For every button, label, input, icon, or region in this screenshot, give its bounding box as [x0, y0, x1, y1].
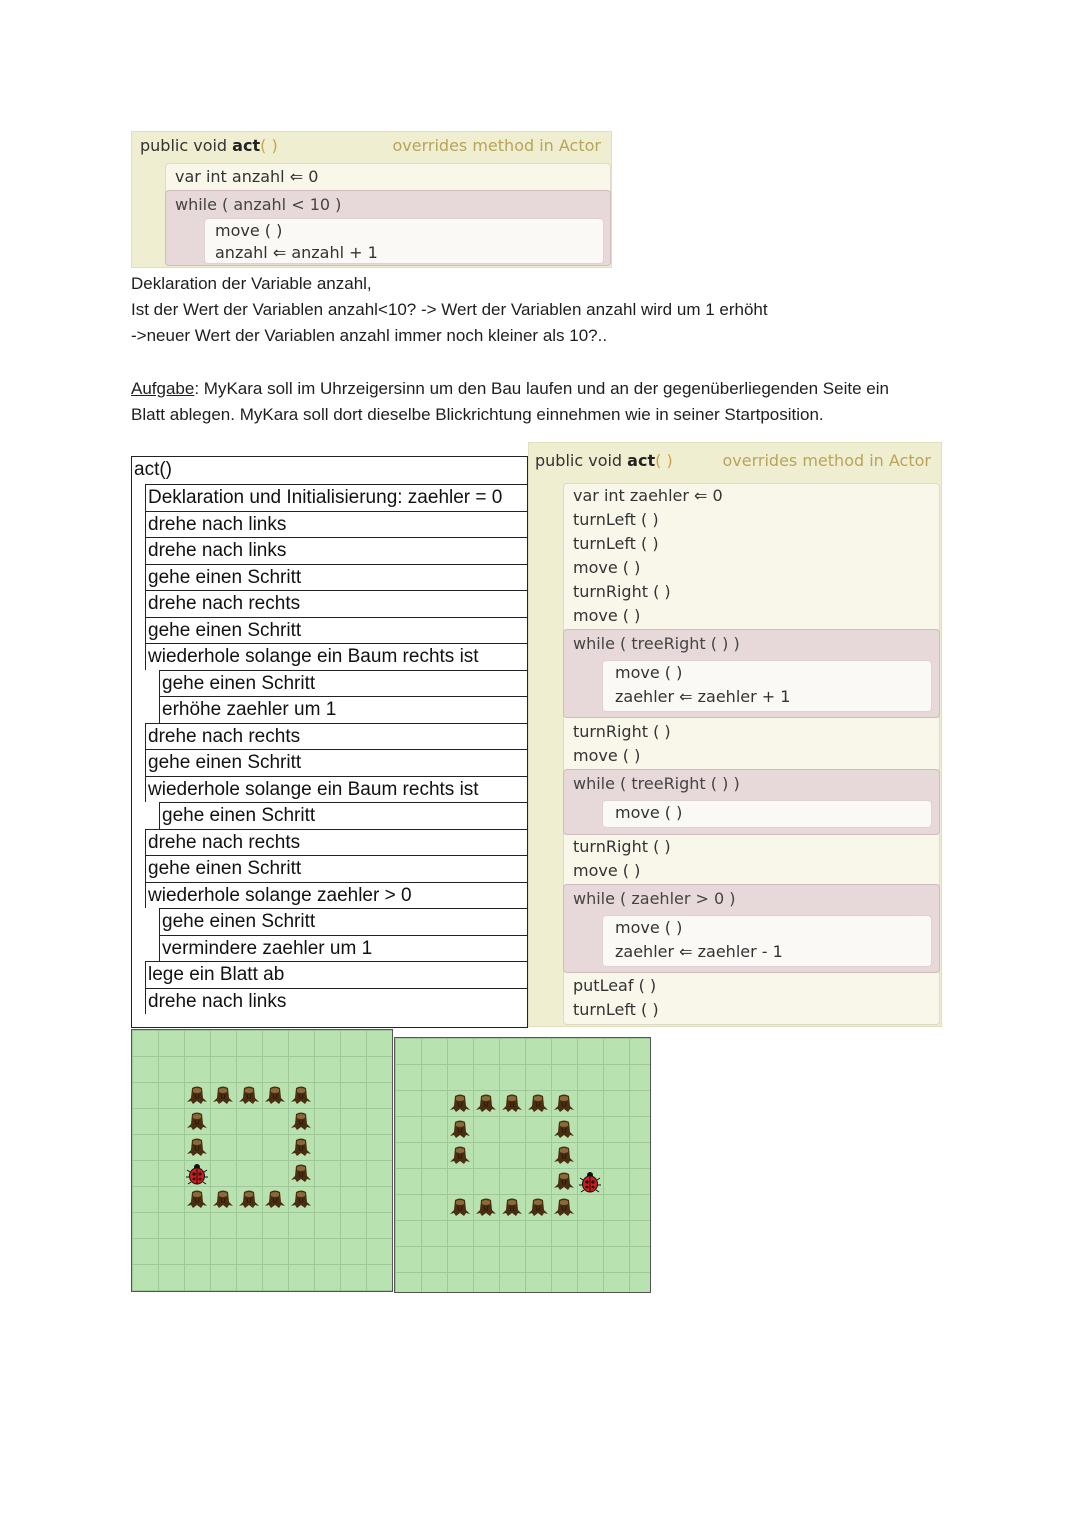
- tree-stump-icon: [527, 1197, 549, 1217]
- code-line[interactable]: move ( ): [615, 918, 683, 937]
- structogram-row: wiederhole solange ein Baum rechts ist: [145, 776, 528, 803]
- tree-stump-icon: [264, 1189, 286, 1209]
- tree-stump-icon: [553, 1171, 575, 1191]
- structogram-row: drehe nach rechts: [145, 723, 528, 750]
- structogram-row: gehe einen Schritt: [145, 564, 528, 591]
- tree-stump-icon: [186, 1085, 208, 1105]
- structogram-row: vermindere zaehler um 1: [159, 935, 528, 962]
- task-line-2: Blatt ablegen. MyKara soll dort dieselbe Blickrichtung einnehmen wie in seiner Startposition.: [131, 405, 824, 424]
- code-line[interactable]: turnRight ( ): [573, 837, 671, 856]
- task-label: Aufgabe: [131, 379, 195, 398]
- explanation-line-1: Deklaration der Variable anzahl,: [131, 274, 372, 293]
- structogram-row: Deklaration und Initialisierung: zaehler = 0: [145, 484, 528, 511]
- tree-stump-icon: [264, 1085, 286, 1105]
- overrides-label: overrides method in Actor: [722, 451, 931, 470]
- main-code-frame: [528, 442, 942, 1027]
- explanation-line-2: Ist der Wert der Variablen anzahl<10? -> Wert der Variablen anzahl wird um 1 erhöht: [131, 300, 768, 319]
- structogram-row: drehe nach rechts: [145, 590, 528, 617]
- code-line[interactable]: turnRight ( ): [573, 582, 671, 601]
- method-body: [563, 483, 940, 1025]
- structogram-row: wiederhole solange ein Baum rechts ist: [145, 643, 528, 670]
- structogram-row: drehe nach links: [145, 988, 528, 1015]
- tree-stump-icon: [501, 1093, 523, 1113]
- structogram-row: gehe einen Schritt: [159, 802, 528, 829]
- code-line[interactable]: turnRight ( ): [573, 722, 671, 741]
- code-line[interactable]: zaehler ⇐ zaehler - 1: [615, 942, 783, 961]
- tree-stump-icon: [475, 1093, 497, 1113]
- tree-stump-icon: [290, 1189, 312, 1209]
- tree-stump-icon: [212, 1085, 234, 1105]
- while-body: [602, 660, 932, 712]
- tree-stump-icon: [238, 1189, 260, 1209]
- tree-stump-icon: [212, 1189, 234, 1209]
- code-line[interactable]: var int zaehler ⇐ 0: [573, 486, 723, 505]
- code-line[interactable]: putLeaf ( ): [573, 976, 657, 995]
- top-code-frame: [131, 131, 612, 268]
- while-body: [602, 800, 932, 828]
- tree-stump-icon: [290, 1163, 312, 1183]
- tree-stump-icon: [238, 1085, 260, 1105]
- kara-world-end: [394, 1037, 651, 1293]
- tree-stump-icon: [449, 1145, 471, 1165]
- tree-stump-icon: [186, 1137, 208, 1157]
- structogram-row: drehe nach links: [145, 511, 528, 538]
- structogram-row: drehe nach rechts: [145, 829, 528, 856]
- method-signature: public void act( ): [535, 451, 673, 470]
- while-head[interactable]: while ( anzahl < 10 ): [175, 195, 342, 214]
- structogram: [131, 456, 528, 1028]
- explanation-line-3: ->neuer Wert der Variablen anzahl immer noch kleiner als 10?..: [131, 326, 608, 345]
- code-line[interactable]: move ( ): [215, 221, 283, 240]
- tree-stump-icon: [449, 1197, 471, 1217]
- tree-stump-icon: [553, 1145, 575, 1165]
- code-line[interactable]: move ( ): [573, 861, 641, 880]
- while-loop-tree-right-2[interactable]: [563, 769, 940, 835]
- tree-stump-icon: [290, 1111, 312, 1131]
- method-signature: public void act( ): [140, 136, 278, 155]
- while-body: [602, 915, 932, 967]
- kara-world-start: [131, 1029, 393, 1292]
- while-body: [204, 218, 604, 264]
- code-line[interactable]: move ( ): [615, 803, 683, 822]
- tree-stump-icon: [475, 1197, 497, 1217]
- overrides-label: overrides method in Actor: [392, 136, 601, 155]
- tree-stump-icon: [527, 1093, 549, 1113]
- tree-stump-icon: [449, 1119, 471, 1139]
- code-line[interactable]: move ( ): [573, 746, 641, 765]
- structogram-row: lege ein Blatt ab: [145, 961, 528, 988]
- code-line[interactable]: turnLeft ( ): [573, 534, 659, 553]
- tree-stump-icon: [553, 1197, 575, 1217]
- structogram-row: gehe einen Schritt: [159, 670, 528, 697]
- tree-stump-icon: [290, 1085, 312, 1105]
- code-line[interactable]: anzahl ⇐ anzahl + 1: [215, 243, 378, 262]
- tree-stump-icon: [553, 1093, 575, 1113]
- while-head[interactable]: while ( treeRight ( ) ): [573, 774, 740, 793]
- task-line-1: Aufgabe: MyKara soll im Uhrzeigersinn um den Bau laufen und an der gegenüberliegenden Seite ein: [131, 379, 889, 398]
- code-line[interactable]: zaehler ⇐ zaehler + 1: [615, 687, 791, 706]
- while-loop-zaehler[interactable]: [563, 884, 940, 973]
- structogram-title: act(): [134, 459, 172, 480]
- tree-stump-icon: [186, 1189, 208, 1209]
- code-line[interactable]: move ( ): [573, 606, 641, 625]
- while-loop[interactable]: [165, 190, 611, 266]
- tree-stump-icon: [449, 1093, 471, 1113]
- tree-stump-icon: [501, 1197, 523, 1217]
- method-body: [165, 163, 611, 266]
- structogram-row: erhöhe zaehler um 1: [159, 696, 528, 723]
- structogram-row: wiederhole solange zaehler > 0: [145, 882, 528, 909]
- structogram-row: gehe einen Schritt: [145, 855, 528, 882]
- tree-stump-icon: [186, 1111, 208, 1131]
- code-line[interactable]: turnLeft ( ): [573, 510, 659, 529]
- ladybug-icon: [186, 1163, 208, 1185]
- tree-stump-icon: [290, 1137, 312, 1157]
- tree-stump-icon: [553, 1119, 575, 1139]
- ladybug-icon: [579, 1171, 601, 1193]
- while-head[interactable]: while ( zaehler > 0 ): [573, 889, 736, 908]
- code-line[interactable]: var int anzahl ⇐ 0: [175, 167, 319, 186]
- code-line[interactable]: move ( ): [573, 558, 641, 577]
- code-line[interactable]: turnLeft ( ): [573, 1000, 659, 1019]
- while-loop-tree-right-1[interactable]: [563, 629, 940, 718]
- structogram-row: drehe nach links: [145, 537, 528, 564]
- while-head[interactable]: while ( treeRight ( ) ): [573, 634, 740, 653]
- structogram-row: gehe einen Schritt: [159, 908, 528, 935]
- code-line[interactable]: move ( ): [615, 663, 683, 682]
- structogram-row: gehe einen Schritt: [145, 749, 528, 776]
- structogram-row: gehe einen Schritt: [145, 617, 528, 644]
